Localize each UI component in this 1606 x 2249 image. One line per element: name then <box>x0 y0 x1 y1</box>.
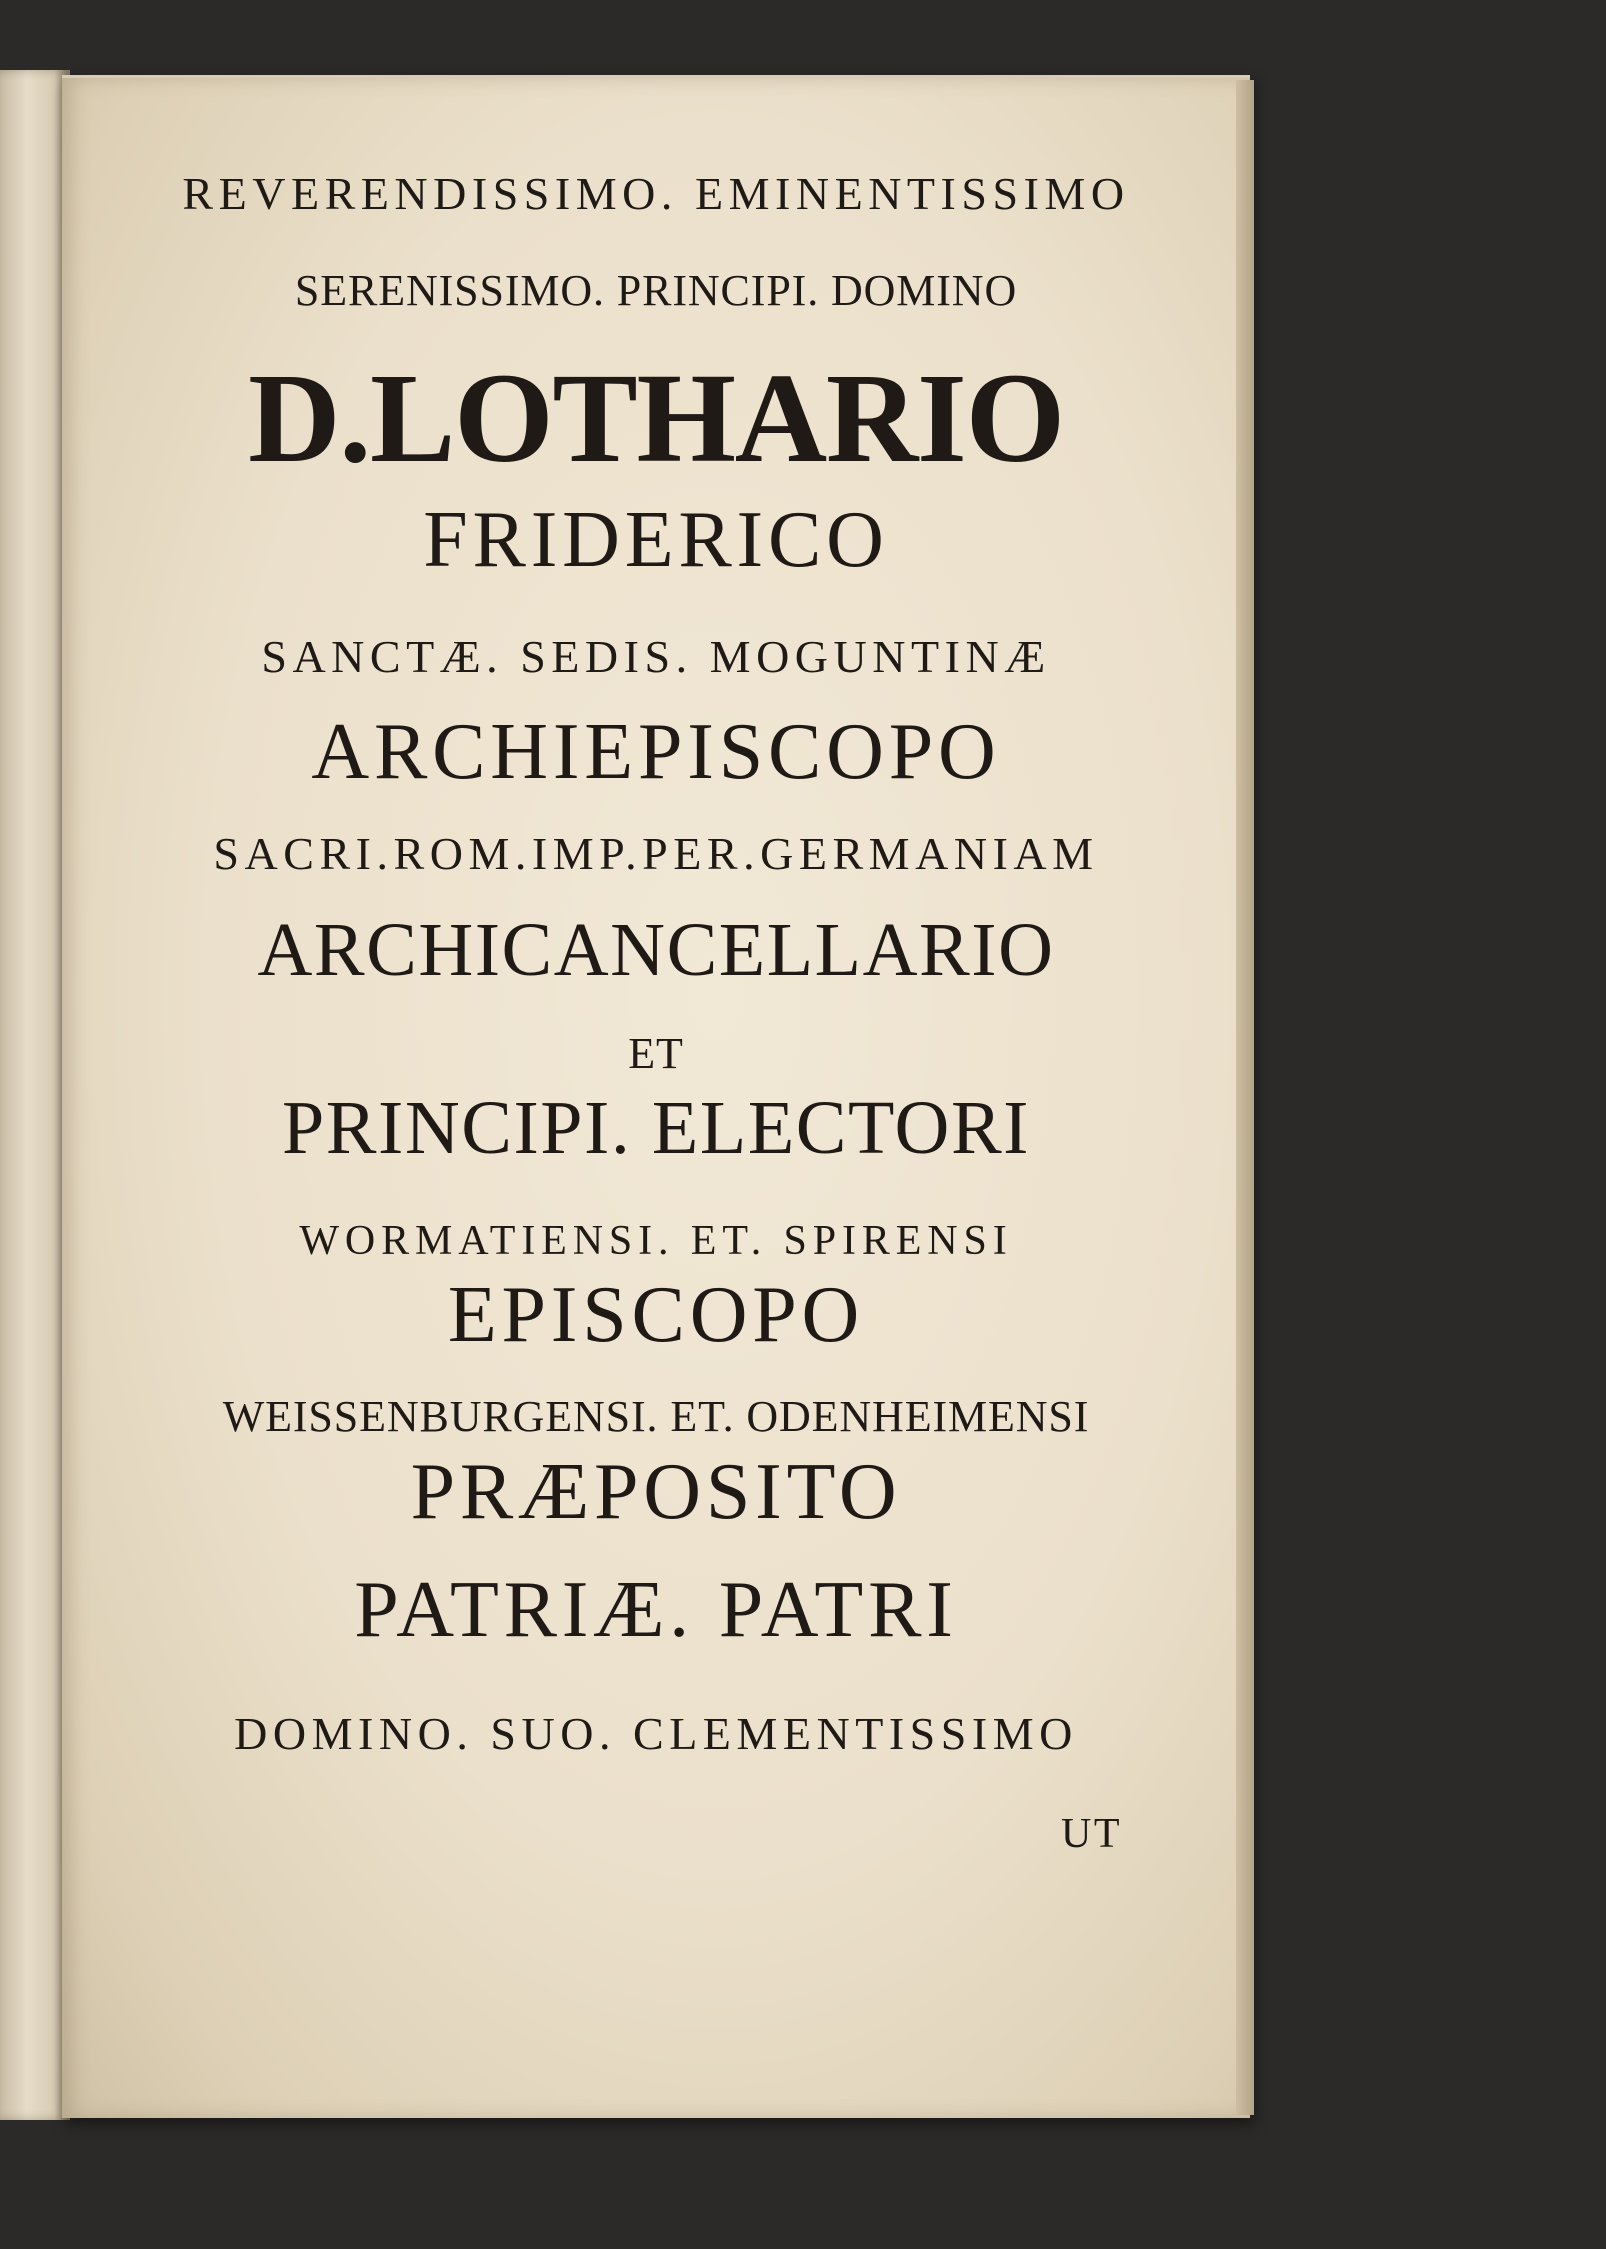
facing-page-edge <box>0 70 70 2120</box>
catchword: UT <box>1060 1811 1122 1857</box>
dedication-line-14: PRÆPOSITO <box>410 1448 902 1536</box>
dedication-line-16: DOMINO. SUO. CLEMENTISSIMO <box>234 1708 1078 1759</box>
dedication-line-8: ARCHICANCELLARIO <box>257 908 1055 992</box>
dedication-line-6: ARCHIEPISCOPO <box>311 708 1001 796</box>
dedication-line-13: WEISSENBURGENSI. ET. ODENHEIMENSI <box>222 1392 1090 1441</box>
dedication-line-9: ET <box>628 1029 684 1078</box>
dedication-line-15: PATRIÆ. PATRI <box>354 1566 958 1654</box>
dedication-line-3: D.LOTHARIO <box>248 347 1064 489</box>
dedication-line-7: SACRI.ROM.IMP.PER.GERMANIAM <box>213 828 1099 879</box>
dedication-line-1: REVERENDISSIMO. EMINENTISSIMO <box>182 168 1130 219</box>
dedication-line-11: WORMATIENSI. ET. SPIRENSI <box>299 1218 1013 1264</box>
dedication-line-5: SANCTÆ. SEDIS. MOGUNTINÆ <box>261 631 1051 682</box>
dedication-text <box>62 75 1250 2115</box>
dedication-line-10: PRINCIPI. ELECTORI <box>282 1086 1030 1170</box>
dedication-line-4: FRIDERICO <box>423 496 889 584</box>
dedication-line-2: SERENISSIMO. PRINCIPI. DOMINO <box>294 266 1018 315</box>
dedication-line-12: EPISCOPO <box>447 1271 865 1359</box>
